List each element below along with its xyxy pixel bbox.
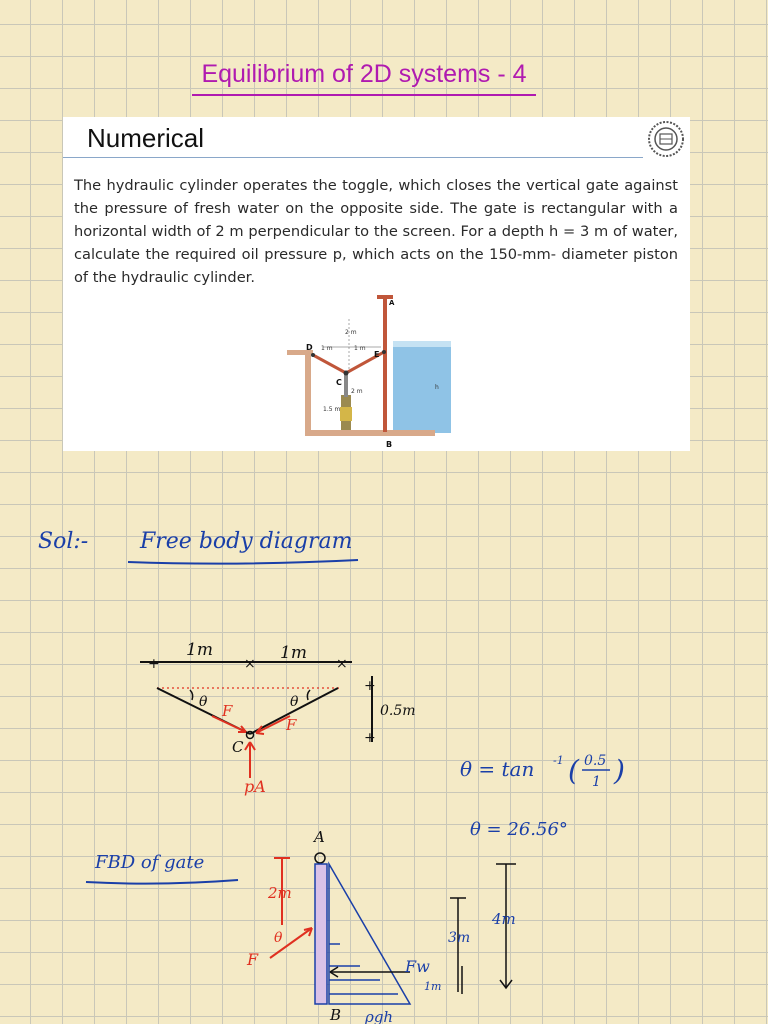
fig-label-d: D: [306, 343, 313, 352]
force-label-right: F: [286, 716, 297, 734]
force-arrow-right: [256, 716, 290, 733]
gate-dim-3m: 3m: [448, 930, 471, 946]
theta-right: θ: [290, 694, 299, 710]
gate-dim-4m: 4m: [492, 910, 516, 928]
toggle-point-c: C: [232, 738, 244, 756]
svg-text:×: ×: [244, 656, 256, 672]
fig-dim-1m-left: 1 m: [321, 345, 333, 352]
fig-dim-2m-top: 2 m: [345, 329, 357, 336]
theta-eq-denominator: 1: [592, 774, 601, 790]
rho-g-h-label: ρgh: [365, 1008, 394, 1024]
fbd-heading-underline: [128, 560, 358, 564]
toggle-dim-left: 1m: [186, 640, 213, 660]
fig-label-b: B: [386, 440, 393, 449]
gate-force-label: F: [247, 950, 259, 969]
fig-label-a: A: [389, 299, 395, 307]
fig-label-c: C: [336, 378, 342, 387]
svg-text:θ = tan: θ = tan: [460, 757, 535, 781]
svg-text:+: +: [364, 678, 376, 694]
svg-text:×: ×: [336, 656, 348, 672]
fig-dim-h: h: [435, 384, 439, 391]
gate-point-b: B: [330, 1006, 342, 1024]
fig-dim-2m-mid: 2 m: [351, 388, 363, 395]
gate-dim-1m: 1m: [424, 980, 442, 993]
page-title: Equilibrium of 2D systems - 4: [201, 60, 527, 88]
toggle-dim-right: 1m: [280, 643, 307, 663]
gate-dim-2m: 2m: [268, 884, 292, 902]
gate-point-a: A: [314, 828, 325, 846]
theta-eq-numerator: 0.5: [584, 753, 607, 769]
theta-value: θ = 26.56°: [470, 819, 568, 840]
solution-label: Sol:-: [38, 529, 89, 554]
fig-dim-1m-right: 1 m: [354, 345, 366, 352]
gate-bar: [315, 864, 327, 1004]
slide-heading: Numerical: [87, 123, 205, 153]
toggle-pin-c: [247, 732, 254, 739]
force-label-left: F: [222, 702, 233, 720]
svg-text:+: +: [148, 656, 160, 672]
fbd-heading: Free body diagram: [140, 529, 353, 554]
svg-text:(: (: [568, 754, 579, 787]
svg-text:-1: -1: [553, 754, 564, 767]
piston-force-label: pA: [244, 777, 266, 796]
theta-left: θ: [199, 694, 208, 710]
svg-text:+: +: [364, 730, 376, 746]
fbd-gate-heading: FBD of gate: [95, 852, 205, 873]
svg-text:): ): [614, 754, 625, 787]
fig-dim-1-5m: 1.5 m: [323, 406, 341, 413]
water-force-label: Fw: [405, 957, 430, 976]
toggle-height-dim: 0.5m: [380, 703, 416, 719]
problem-text: The hydraulic cylinder operates the toggle, which closes the vertical gate against the pressure of fresh water on the opposite side. The gate is rectangular with a horizontal width of 2 m perpendicular to the screen. For a depth h = 3 m of water, calculate the required oil pressure p, which acts on the 150-mm- diameter piston of the hydraulic cylinder.: [74, 177, 678, 286]
pressure-triangle: [329, 864, 410, 1004]
gate-theta: θ: [274, 930, 283, 946]
fig-label-e: E: [374, 350, 380, 359]
